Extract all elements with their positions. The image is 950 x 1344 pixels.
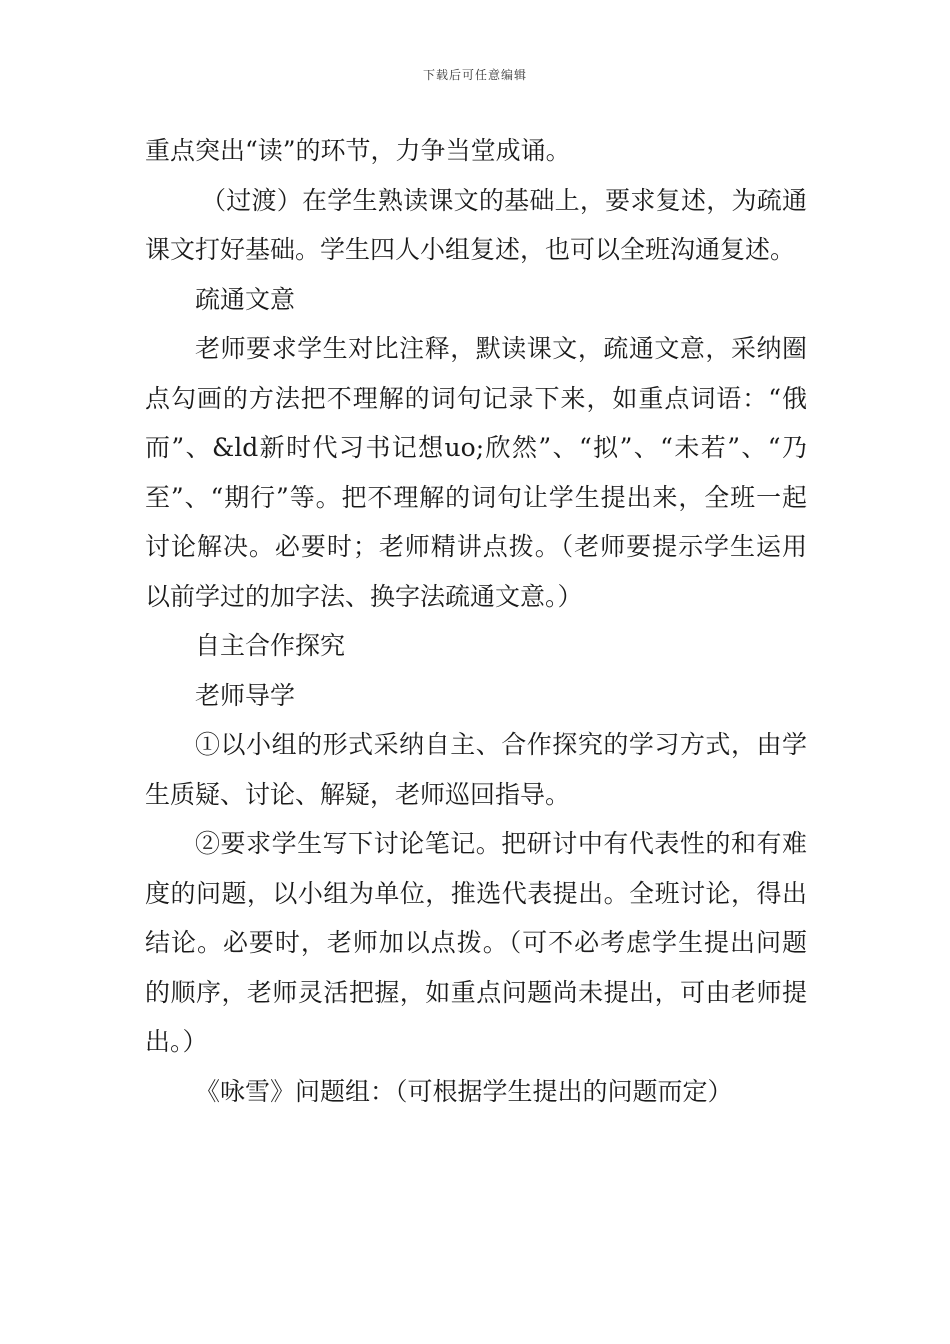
paragraph-teacher-requirements: 老师要求学生对比注释，默读课文，疏通文意，采纳圈点勾画的方法把不理解的词句记录下来，如重点词语：“俄而”、&ld新时代习书记想uo;欣然”、“拟”、“未若”、“乃至”、“期行”等。把不理解的词句让学生提出来，全班一起讨论解决。必要时；老师精讲点拨。（老师要提示学生运用以前学过的加字法、换字法疏通文意。） — [145, 334, 807, 611]
section-heading-understanding: 疏通文意 — [195, 284, 296, 314]
paragraph-transition: （过渡）在学生熟读课文的基础上，要求复述，为疏通课文打好基础。学生四人小组复述，也可以全班沟通复述。 — [145, 185, 807, 264]
paragraph-continuation: 重点突出“读”的环节，力争当堂成诵。 — [145, 136, 571, 165]
page-header-note: 下载后可任意编辑 — [422, 68, 527, 82]
paragraph-step-one: ①以小组的形式采纳自主、合作探究的学习方式，由学生质疑、讨论、解疑，老师巡回指导。 — [145, 730, 807, 809]
paragraph-question-group: 《咏雪》问题组：（可根据学生提出的问题而定） — [195, 1076, 733, 1106]
paragraph-step-two: ②要求学生写下讨论笔记。把研讨中有代表性的和有难度的问题，以小组为单位，推选代表提出。全班讨论，得出结论。必要时，老师加以点拨。（可不必考虑学生提出问题的顺序，老师灵活把握，如重点问题尚未提出，可由老师提出。） — [145, 829, 807, 1056]
section-heading-inquiry: 自主合作探究 — [195, 631, 346, 660]
document-body — [145, 126, 807, 1116]
subheading-teacher-guide: 老师导学 — [195, 680, 296, 710]
